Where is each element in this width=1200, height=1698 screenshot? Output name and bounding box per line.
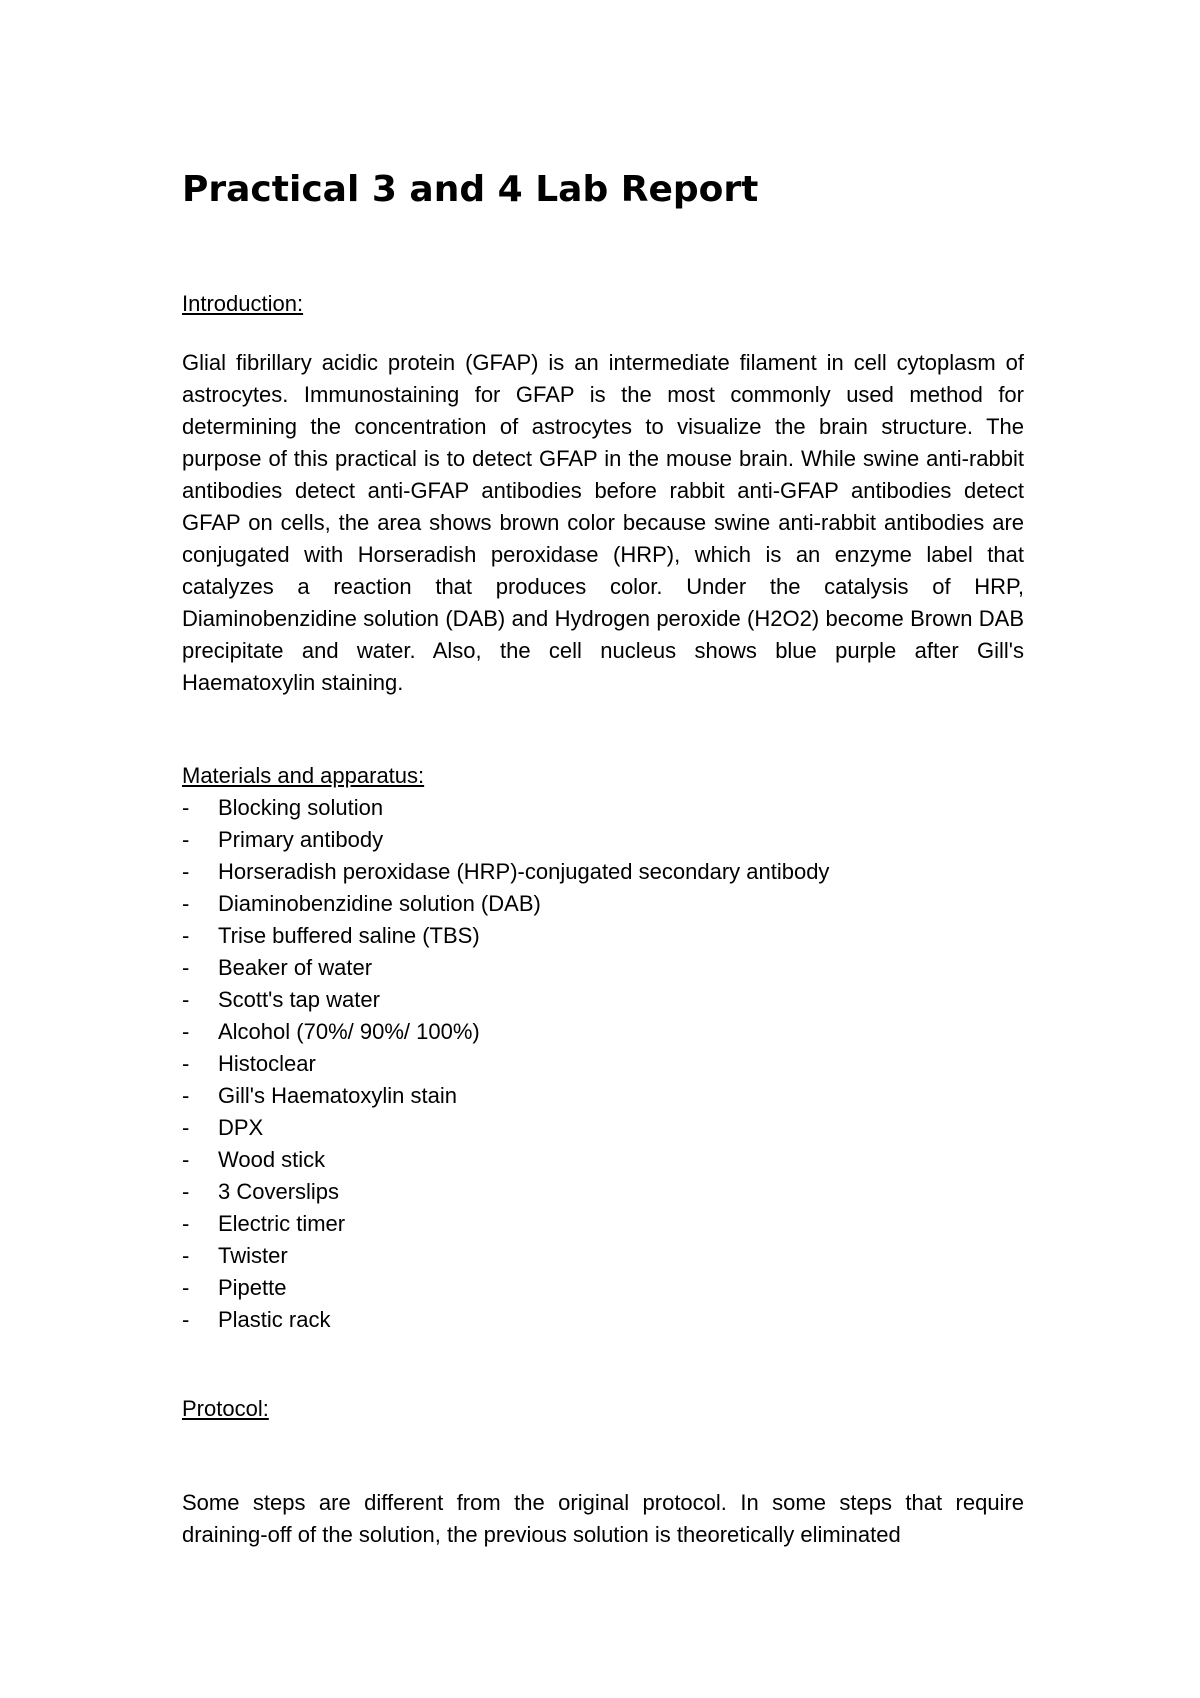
materials-heading: Materials and apparatus:	[182, 763, 425, 788]
material-item	[182, 1304, 829, 1336]
material-item-label: Pipette	[218, 1275, 287, 1300]
list-bullet: -	[182, 795, 190, 820]
material-item-label: Electric timer	[218, 1211, 346, 1236]
material-item-label: Scott's tap water	[218, 987, 380, 1012]
material-item	[182, 984, 829, 1016]
material-item	[182, 1112, 829, 1144]
material-item	[182, 1080, 829, 1112]
list-bullet: -	[182, 1211, 190, 1236]
list-bullet: -	[182, 1115, 190, 1140]
material-item	[182, 952, 829, 984]
material-item-label: Trise buffered saline (TBS)	[218, 923, 480, 948]
material-item-label: Histoclear	[218, 1051, 316, 1076]
material-item-label: Alcohol (70%/ 90%/ 100%)	[218, 1019, 480, 1044]
list-bullet: -	[182, 891, 190, 916]
material-item-label: 3 Coverslips	[218, 1179, 340, 1204]
list-bullet: -	[182, 859, 190, 884]
materials-list	[182, 792, 829, 1336]
material-item-label: Gill's Haematoxylin stain	[218, 1083, 457, 1108]
material-item	[182, 1176, 829, 1208]
material-item	[182, 1016, 829, 1048]
list-bullet: -	[182, 1275, 190, 1300]
material-item-label: Plastic rack	[218, 1307, 331, 1332]
list-bullet: -	[182, 1051, 190, 1076]
material-item-label: Blocking solution	[218, 795, 384, 820]
material-item	[182, 1272, 829, 1304]
material-item	[182, 856, 829, 888]
material-item	[182, 824, 829, 856]
introduction-heading: Introduction:	[182, 291, 304, 316]
material-item-label: Diaminobenzidine solution (DAB)	[218, 891, 541, 916]
material-item	[182, 1240, 829, 1272]
list-bullet: -	[182, 827, 190, 852]
list-bullet: -	[182, 1083, 190, 1108]
protocol-heading: Protocol:	[182, 1396, 269, 1421]
material-item-label: Twister	[218, 1243, 288, 1268]
introduction-paragraph: Glial fibrillary acidic protein (GFAP) is an intermediate filament in cell cytoplasm of astrocytes. Immunostaining for GFAP is the most commonly used method for determining the concentration of astrocytes to visualize the brain structure. The purpose of this practical is to detect GFAP in the mouse brain. While swine anti-rabbit antibodies detect anti-GFAP antibodies before rabbit anti-GFAP antibodies detect GFAP on cells, the area shows brown color because swine anti-rabbit antibodies are conjugated with Horseradish peroxidase (HRP), which is an enzyme label that catalyzes a reaction that produces color. Under the catalysis of HRP, Diaminobenzidine solution (DAB) and Hydrogen peroxide (H2O2) become Brown DAB precipitate and water. Also, the cell nucleus shows blue purple after Gill's Haematoxylin staining.	[182, 350, 1024, 695]
list-bullet: -	[182, 1019, 190, 1044]
material-item	[182, 1144, 829, 1176]
material-item	[182, 888, 829, 920]
list-bullet: -	[182, 955, 190, 980]
material-item-label: DPX	[218, 1115, 264, 1140]
material-item	[182, 792, 829, 824]
document-title: Practical 3 and 4 Lab Report	[182, 169, 759, 210]
protocol-paragraph: Some steps are different from the original protocol. In some steps that require draining-off of the solution, the previous solution is theoretically eliminated	[182, 1490, 1024, 1547]
list-bullet: -	[182, 1243, 190, 1268]
material-item	[182, 920, 829, 952]
material-item-label: Beaker of water	[218, 955, 373, 980]
material-item-label: Horseradish peroxidase (HRP)-conjugated secondary antibody	[218, 859, 830, 884]
material-item-label: Wood stick	[218, 1147, 326, 1172]
material-item-label: Primary antibody	[218, 827, 384, 852]
material-item	[182, 1208, 829, 1240]
list-bullet: -	[182, 1179, 190, 1204]
list-bullet: -	[182, 923, 190, 948]
list-bullet: -	[182, 987, 190, 1012]
material-item	[182, 1048, 829, 1080]
list-bullet: -	[182, 1307, 190, 1332]
list-bullet: -	[182, 1147, 190, 1172]
